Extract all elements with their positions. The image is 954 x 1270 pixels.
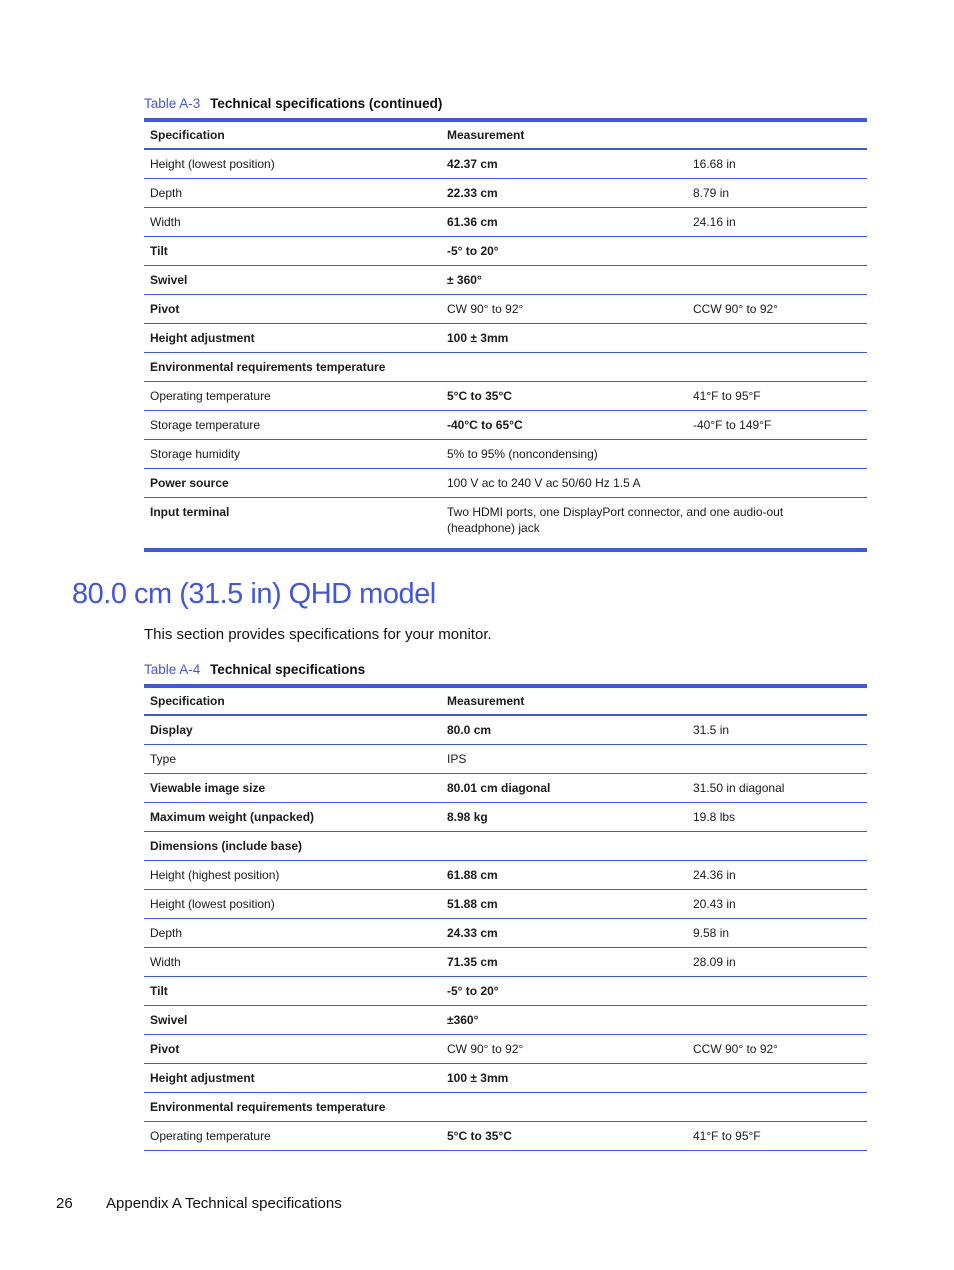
table-row [144, 861, 867, 890]
table-row [144, 774, 867, 803]
metric-cell: 51.88 cm [441, 890, 687, 919]
metric-cell: 42.37 cm [441, 149, 687, 179]
metric-cell [441, 353, 687, 382]
spec-cell: Environmental requirements temperature [144, 1093, 441, 1122]
page-footer [56, 1195, 342, 1212]
table-a3-header-blank [687, 120, 867, 149]
table-row [144, 498, 867, 551]
table-row [144, 977, 867, 1006]
table-a3-number: Table A-3 [144, 96, 201, 111]
metric-cell: IPS [441, 745, 687, 774]
imperial-cell: 9.58 in [687, 919, 867, 948]
imperial-cell [687, 353, 867, 382]
imperial-cell: 19.8 lbs [687, 803, 867, 832]
table-a3-header-spec: Specification [144, 120, 441, 149]
imperial-cell: CCW 90° to 92° [687, 295, 867, 324]
table-row [144, 1064, 867, 1093]
imperial-cell [687, 745, 867, 774]
imperial-cell [687, 977, 867, 1006]
table-a4-header-row [144, 686, 867, 715]
table-a3-header-row [144, 120, 867, 149]
metric-cell [441, 1093, 687, 1122]
table-row [144, 266, 867, 295]
table-row [144, 803, 867, 832]
table-row [144, 411, 867, 440]
spec-cell: Tilt [144, 237, 441, 266]
spec-cell: Pivot [144, 295, 441, 324]
spec-cell: Dimensions (include base) [144, 832, 441, 861]
metric-cell: ± 360° [441, 266, 687, 295]
imperial-cell: 28.09 in [687, 948, 867, 977]
table-a3-header-measurement: Measurement [441, 120, 687, 149]
metric-cell: -5° to 20° [441, 977, 687, 1006]
table-row [144, 832, 867, 861]
table-row [144, 1093, 867, 1122]
spec-cell: Environmental requirements temperature [144, 353, 441, 382]
metric-cell: 80.01 cm diagonal [441, 774, 687, 803]
spec-cell: Swivel [144, 266, 441, 295]
page-number: 26 [56, 1195, 73, 1212]
table-a4-number: Table A-4 [144, 662, 201, 677]
footer-text: Appendix A Technical specifications [106, 1195, 342, 1212]
metric-cell: 100 ± 3mm [441, 324, 687, 353]
metric-cell: 100 V ac to 240 V ac 50/60 Hz 1.5 A [441, 469, 687, 498]
metric-cell: 80.0 cm [441, 715, 687, 745]
spec-cell: Depth [144, 919, 441, 948]
metric-cell: 100 ± 3mm [441, 1064, 687, 1093]
imperial-cell: 31.5 in [687, 715, 867, 745]
table-row [144, 179, 867, 208]
imperial-cell: CCW 90° to 92° [687, 1035, 867, 1064]
spec-cell: Height adjustment [144, 324, 441, 353]
spec-cell: Operating temperature [144, 1122, 441, 1151]
spec-cell: Power source [144, 469, 441, 498]
table-row [144, 237, 867, 266]
metric-cell: ±360° [441, 1006, 687, 1035]
imperial-cell: 31.50 in diagonal [687, 774, 867, 803]
table-a4-header-spec: Specification [144, 686, 441, 715]
table-row [144, 440, 867, 469]
metric-cell: 22.33 cm [441, 179, 687, 208]
spec-cell: Pivot [144, 1035, 441, 1064]
imperial-cell [687, 832, 867, 861]
imperial-cell: 20.43 in [687, 890, 867, 919]
imperial-cell [687, 1064, 867, 1093]
imperial-cell [687, 266, 867, 295]
metric-cell: 71.35 cm [441, 948, 687, 977]
imperial-cell [687, 1006, 867, 1035]
metric-cell: 61.36 cm [441, 208, 687, 237]
table-a4-header-measurement: Measurement [441, 686, 687, 715]
table-row [144, 890, 867, 919]
imperial-cell: 24.36 in [687, 861, 867, 890]
metric-cell: -40°C to 65°C [441, 411, 687, 440]
table-row [144, 324, 867, 353]
table-a4 [144, 684, 867, 1151]
table-row [144, 469, 867, 498]
metric-cell: 5% to 95% (noncondensing) [441, 440, 687, 469]
metric-cell [441, 832, 687, 861]
metric-cell: 61.88 cm [441, 861, 687, 890]
metric-cell: 24.33 cm [441, 919, 687, 948]
table-row [144, 149, 867, 179]
table-a3-title: Technical specifications (continued) [210, 96, 443, 111]
spec-cell: Viewable image size [144, 774, 441, 803]
table-row [144, 919, 867, 948]
spec-cell: Height adjustment [144, 1064, 441, 1093]
spec-cell: Storage humidity [144, 440, 441, 469]
spec-cell: Depth [144, 179, 441, 208]
table-row [144, 745, 867, 774]
table-a4-caption [144, 662, 365, 677]
spec-cell: Input terminal [144, 498, 441, 551]
section-heading: 80.0 cm (31.5 in) QHD model [72, 578, 436, 610]
table-a4-header-blank [687, 686, 867, 715]
spec-cell: Storage temperature [144, 411, 441, 440]
metric-cell: CW 90° to 92° [441, 1035, 687, 1064]
spec-cell: Height (lowest position) [144, 890, 441, 919]
spec-cell: Maximum weight (unpacked) [144, 803, 441, 832]
table-row [144, 382, 867, 411]
spec-cell: Height (highest position) [144, 861, 441, 890]
metric-cell: 5°C to 35°C [441, 1122, 687, 1151]
spec-cell: Type [144, 745, 441, 774]
imperial-cell [687, 469, 867, 498]
table-row [144, 208, 867, 237]
spec-cell: Swivel [144, 1006, 441, 1035]
metric-cell: -5° to 20° [441, 237, 687, 266]
imperial-cell [687, 1093, 867, 1122]
imperial-cell: 24.16 in [687, 208, 867, 237]
table-row [144, 1006, 867, 1035]
table-a3 [144, 118, 867, 552]
table-a4-title: Technical specifications [210, 662, 366, 677]
imperial-cell: 8.79 in [687, 179, 867, 208]
imperial-cell [687, 440, 867, 469]
spec-cell: Tilt [144, 977, 441, 1006]
metric-cell: 5°C to 35°C [441, 382, 687, 411]
metric-cell: Two HDMI ports, one DisplayPort connector, and one audio-out (headphone) jack [441, 498, 867, 551]
spec-cell: Height (lowest position) [144, 149, 441, 179]
section-intro: This section provides specifications for your monitor. [144, 626, 492, 643]
imperial-cell [687, 237, 867, 266]
imperial-cell: 41°F to 95°F [687, 382, 867, 411]
table-row [144, 1035, 867, 1064]
metric-cell: 8.98 kg [441, 803, 687, 832]
table-a3-caption [144, 96, 442, 111]
table-row [144, 1122, 867, 1151]
table-row [144, 948, 867, 977]
table-row [144, 715, 867, 745]
imperial-cell: 16.68 in [687, 149, 867, 179]
table-row [144, 295, 867, 324]
spec-cell: Width [144, 208, 441, 237]
metric-cell: CW 90° to 92° [441, 295, 687, 324]
imperial-cell: -40°F to 149°F [687, 411, 867, 440]
table-row [144, 353, 867, 382]
imperial-cell [687, 324, 867, 353]
spec-cell: Display [144, 715, 441, 745]
spec-cell: Operating temperature [144, 382, 441, 411]
spec-cell: Width [144, 948, 441, 977]
imperial-cell: 41°F to 95°F [687, 1122, 867, 1151]
